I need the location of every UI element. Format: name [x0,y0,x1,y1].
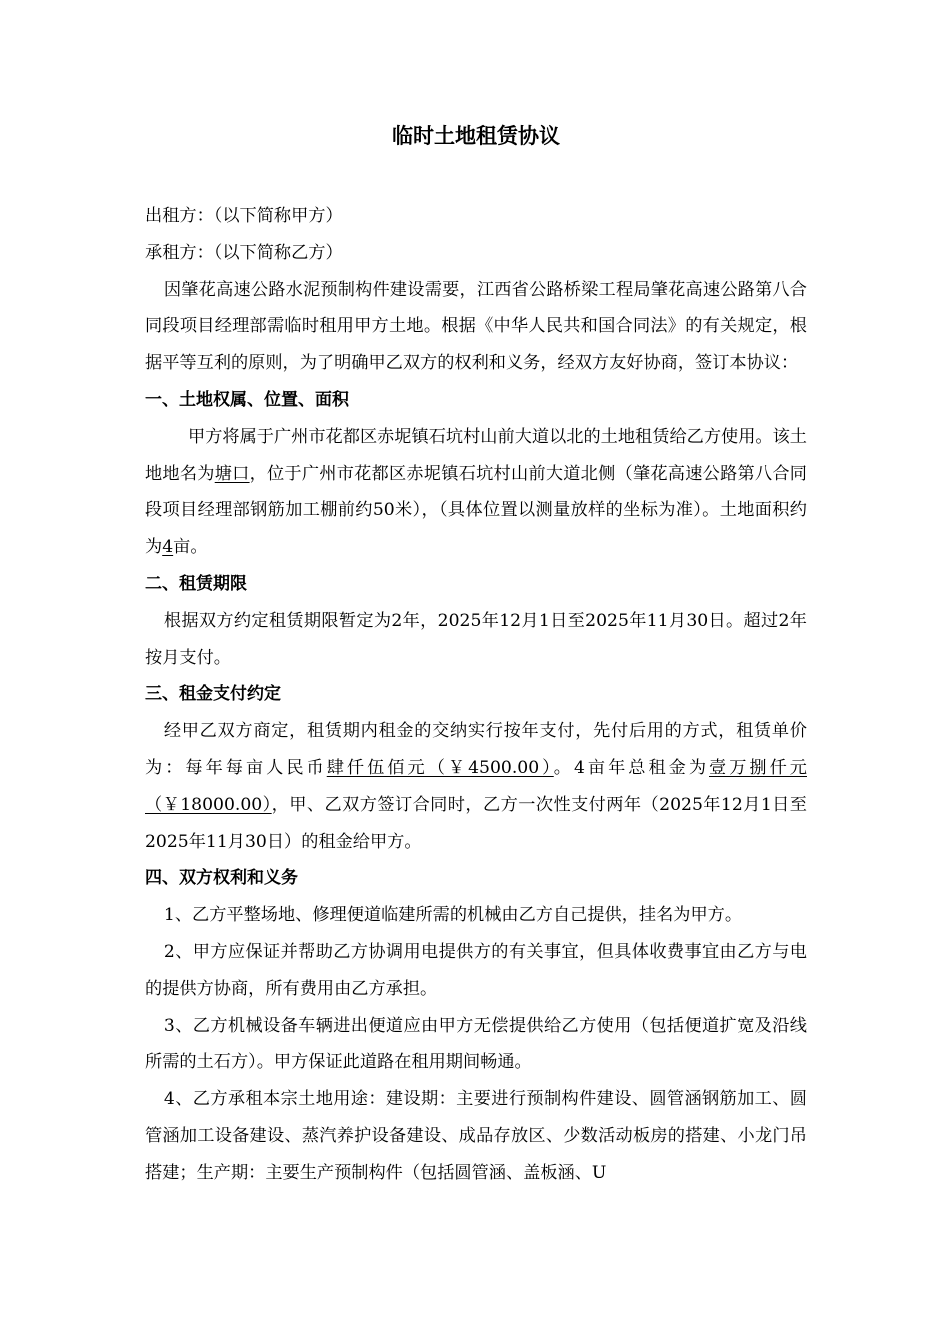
intro-paragraph: 因肇花高速公路水泥预制构件建设需要，江西省公路桥梁工程局肇花高速公路第八合同段项目经理部需临时租用甲方土地。根据《中华人民共和国合同法》的有关规定，根据平等互利的原则，为了明确甲乙双方的权利和义务，经双方友好协商，签订本协议： [145,279,807,374]
document-title: 临时土地租赁协议 [392,124,560,148]
section4-item-2: 2、甲方应保证并帮助乙方协调用电提供方的有关事宜，但具体收费事宜由乙方与电的提供方协商，所有费用由乙方承担。 [145,941,807,999]
section4-item-1: 1、乙方平整场地、修理便道临建所需的机械由乙方自己提供，挂名为甲方。 [163,905,743,926]
section1-paragraph [145,419,807,566]
document-body [145,118,807,1192]
total-rent-value: 壹万捌仟元（￥18000.00） [145,757,807,815]
section3-paragraph [145,713,807,860]
unit-price-value: 肆仟伍佰元（￥4500.00） [326,757,554,778]
section3-heading: 三、租金支付约定 [145,684,281,705]
section4-heading: 四、双方权利和义务 [145,868,298,889]
section2-heading: 二、租赁期限 [145,573,247,594]
section3-text-c: ，甲、乙双方签订合同时，乙方一次性支付两年（2025年12月1日至2025年11月30日）的租金给甲方。 [145,794,807,852]
section1-text-b: ，位于广州市花都区赤坭镇石坑村山前大道北侧（肇花高速公路第八合同段项目经理部钢筋加工棚前约50米），（具体位置以测量放样的坐标为准）。土地面积约为 [145,463,807,558]
land-area-value: 4 [162,537,174,558]
section3-text-a: 经甲乙双方商定，租赁期内租金的交纳实行按年支付，先付后用的方式，租赁单价为：每年每亩人民币 [145,721,807,778]
section1-heading: 一、土地权属、位置、面积 [145,389,349,410]
lessee-line: 承租方：（以下简称乙方） [145,242,343,263]
land-place-name: 塘口 [214,463,250,484]
section1-text-a: 甲方将属于广州市花都区赤坭镇石坑村山前大道以北的土地租赁给乙方使用。该土地地名为 [145,426,807,484]
section1-text-c: 亩。 [173,537,208,558]
section4-item-3: 3、乙方机械设备车辆进出便道应由甲方无偿提供给乙方使用（包括便道扩宽及沿线所需的土石方）。甲方保证此道路在租用期间畅通。 [145,1015,807,1073]
section2-paragraph: 根据双方约定租赁期限暂定为2年，2025年12月1日至2025年11月30日。超过2年按月支付。 [145,610,807,668]
lessor-line: 出租方：（以下简称甲方） [145,206,343,226]
section3-text-b: 。4亩年总租金为 [553,757,710,778]
section4-item-4: 4、乙方承租本宗土地用途：建设期：主要进行预制构件建设、圆管涵钢筋加工、圆管涵加工设备建设、蒸汽养护设备建设、成品存放区、少数活动板房的搭建、小龙门吊搭建；生产期：主要生产预制构件（包括圆管涵、盖板涵、U [145,1089,807,1183]
